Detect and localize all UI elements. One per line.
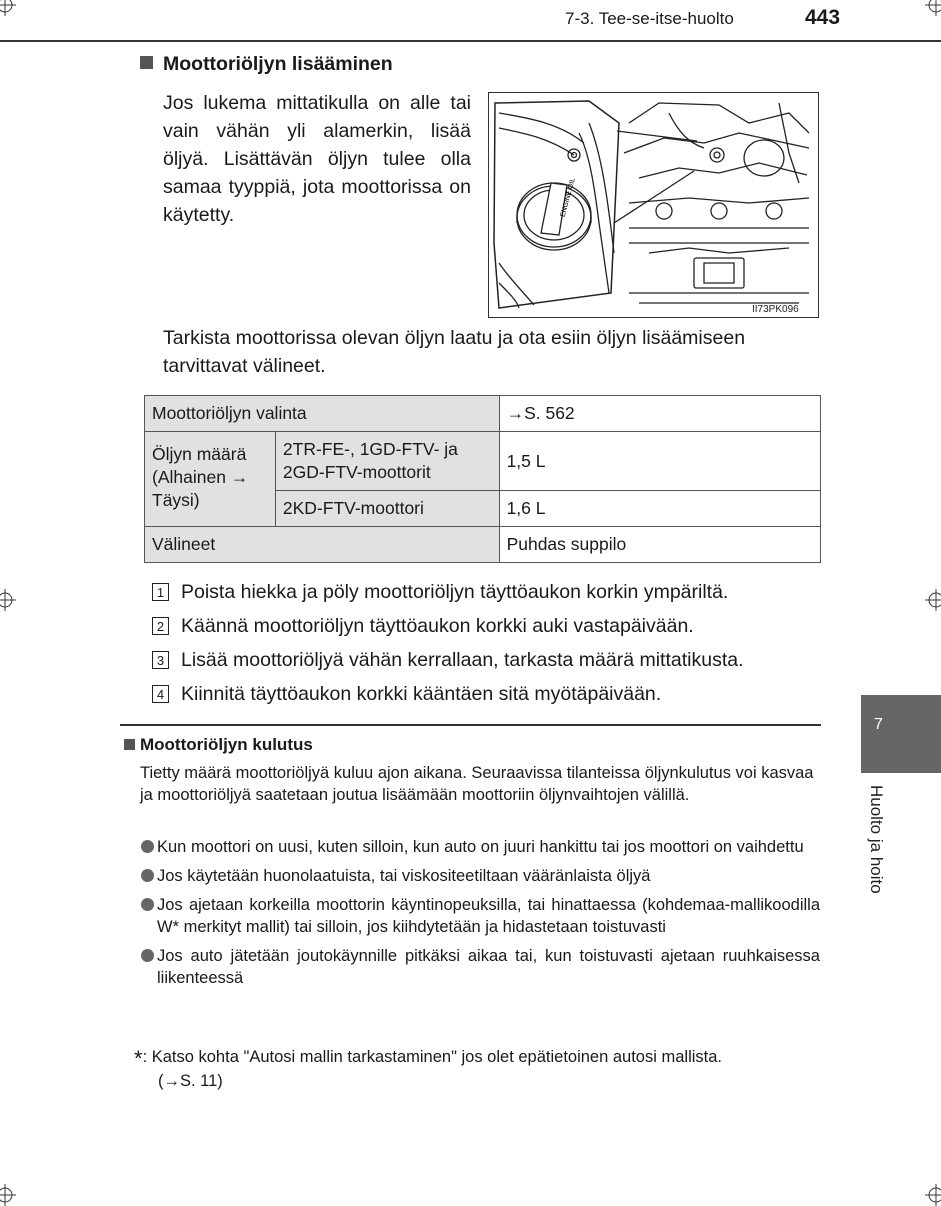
subsection-heading-text: Moottoriöljyn kulutus <box>140 735 313 754</box>
square-bullet-icon <box>140 56 153 69</box>
bullet-dot-icon <box>141 949 154 962</box>
table-cell-tools-value: Puhdas suppilo <box>499 527 820 563</box>
square-bullet-icon <box>124 739 135 750</box>
check-text: Tarkista moottorissa olevan öljyn laatu ja ota esiin öljyn lisäämiseen tarvittavat välineet. <box>163 327 746 377</box>
bullet-text: Jos käytetään huonolaatuista, tai viskositeetiltaan vääränlaista öljyä <box>157 867 651 885</box>
engine-bay-drawing <box>489 93 817 316</box>
table-row <box>145 396 821 432</box>
table-cell-oil-choice-label: Moottoriöljyn valinta <box>145 396 500 432</box>
header-rule <box>0 40 941 42</box>
section-heading <box>140 53 393 76</box>
footnote <box>134 1046 824 1092</box>
page-number: 443 <box>805 6 841 29</box>
consumption-paragraph: Tietty määrä moottoriöljyä kuluu ajon aikana. Seuraavissa tilanteissa öljynkulutus voi kasvaa ja moottoriöljyä saatetaan joutua lisäämään moottoriin öljynvaihtojen välillä. <box>140 764 814 804</box>
step-number-box: 3 <box>152 651 169 669</box>
list-item <box>152 643 832 677</box>
step-text: Lisää moottoriöljyä vähän kerrallaan, tarkasta määrä mittatikusta. <box>181 648 744 671</box>
crop-mark <box>0 589 16 611</box>
list-item <box>140 836 820 858</box>
crop-mark <box>925 0 941 16</box>
intro-text: Jos lukema mittatikulla on alle tai vain vähän yli alamerkin, lisää öljyä. Lisättävän öljyn tulee olla samaa tyyppiä, jota moottorissa on käytetty. <box>163 92 471 226</box>
chapter-tab <box>861 695 941 773</box>
footnote-text: : Katso kohta "Autosi mallin tarkastaminen" jos olet epätietoinen autosi mallista. <box>142 1048 722 1066</box>
header-section-title: 7-3. Tee-se-itse-huolto <box>565 9 734 28</box>
table-row <box>145 527 821 563</box>
crop-mark <box>0 1184 16 1206</box>
crop-mark <box>925 1184 941 1206</box>
table-cell-oil-choice-ref: →S. 562 <box>499 396 820 432</box>
list-item <box>152 677 832 711</box>
table-cell-engine2-value: 1,6 L <box>499 491 820 527</box>
section-divider <box>120 724 821 726</box>
list-item <box>140 865 820 887</box>
step-number-box: 4 <box>152 685 169 703</box>
bullet-dot-icon <box>141 840 154 853</box>
oil-spec-table <box>144 395 821 563</box>
list-item <box>140 945 820 989</box>
consumption-bullet-list <box>140 836 820 996</box>
list-item <box>152 575 832 609</box>
bullet-dot-icon <box>141 869 154 882</box>
chapter-label: Huolto ja hoito <box>867 785 886 894</box>
table-row <box>145 432 821 491</box>
crop-mark <box>0 0 16 16</box>
crop-mark <box>925 589 941 611</box>
bullet-dot-icon <box>141 898 154 911</box>
section-heading-text: Moottoriöljyn lisääminen <box>163 53 393 75</box>
list-item <box>152 609 832 643</box>
cap-engraving: ENGINE OIL <box>559 177 577 218</box>
table-cell-engine2: 2KD-FTV-moottori <box>275 491 499 527</box>
table-cell-engine1: 2TR-FE-, 1GD-FTV- ja 2GD-FTV-moottorit <box>275 432 499 491</box>
chapter-number: 7 <box>874 716 883 733</box>
step-number-box: 1 <box>152 583 169 601</box>
bullet-text: Jos auto jätetään joutokäynnille pitkäksi aikaa tai, kun toistuvasti ajetaan ruuhkaisessa liikenteessä <box>157 947 820 987</box>
footnote-page-ref: (→S. 11) <box>158 1072 223 1090</box>
table-cell-engine1-value: 1,5 L <box>499 432 820 491</box>
step-text: Kiinnitä täyttöaukon korkki kääntäen sitä myötäpäivään. <box>181 682 662 705</box>
subsection-heading <box>124 735 313 755</box>
footnote-asterisk: * <box>134 1046 143 1071</box>
step-number-box: 2 <box>152 617 169 635</box>
bullet-text: Jos ajetaan korkeilla moottorin käyntinopeuksilla, tai hinattaessa (kohdemaa-mallikoodilla W* merkityt mallit) tai silloin, jos kiihdytetään ja hidastetaan toistuvasti <box>157 896 820 936</box>
engine-oil-cap-illustration <box>488 92 819 318</box>
step-list <box>152 575 832 711</box>
table-cell-amount-label: Öljyn määrä (Alhainen → Täysi) <box>145 432 276 527</box>
table-cell-tools-label: Välineet <box>145 527 500 563</box>
step-text: Käännä moottoriöljyn täyttöaukon korkki auki vastapäivään. <box>181 614 694 637</box>
bullet-text: Kun moottori on uusi, kuten silloin, kun auto on juuri hankittu tai jos moottori on vaihdettu <box>157 838 804 856</box>
step-text: Poista hiekka ja pöly moottoriöljyn täyttöaukon korkin ympäriltä. <box>181 580 729 603</box>
illustration-code: II73PK096 <box>752 304 799 315</box>
list-item <box>140 894 820 938</box>
